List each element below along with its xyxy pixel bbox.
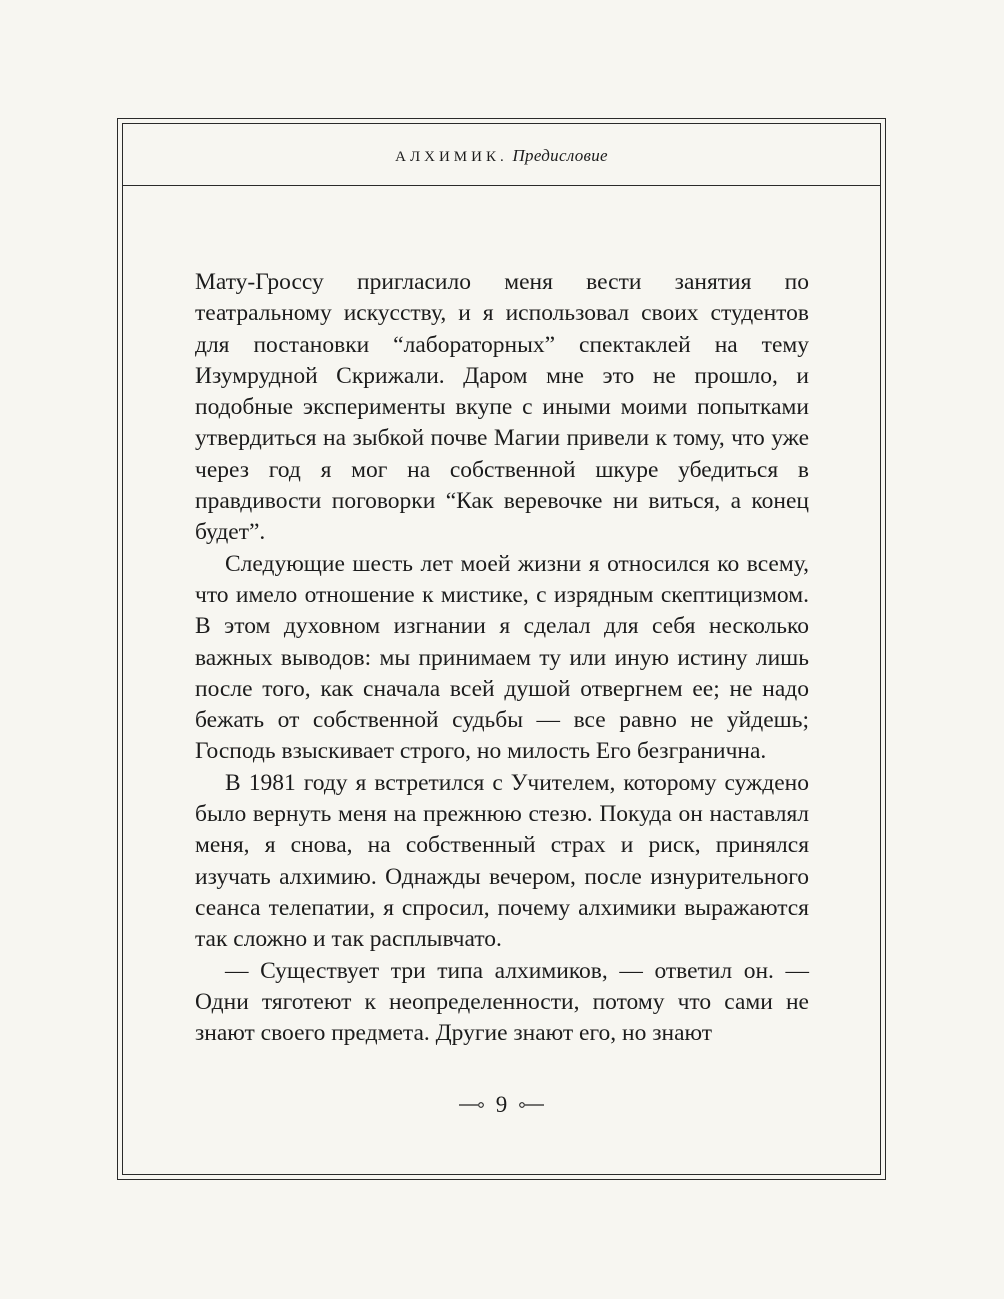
page-number: 9 <box>495 1092 508 1117</box>
running-head <box>122 143 881 170</box>
paragraph-4: — Существует три типа алхимиков, — ответил он. — Одни тяготеют к неопределенности, потому что сами не знают своего предмета. Другие знают его, но знают <box>195 957 809 1047</box>
paragraph-2: Следующие шесть лет моей жизни я относился ко всему, что имело отношение к мистике, с изрядным скептицизмом. В этом духовном изгнании я сделал для себя несколько важных выводов: мы принимаем ту или иную истину лишь после того, как сначала всей душой отвергнем ее; не надо бежать от собственной судьбы — все равно не уйдешь; Господь взыскивает строго, но милость Его безгранична. <box>195 550 809 765</box>
body-text <box>195 267 809 1049</box>
right-ornament-icon <box>517 1100 545 1110</box>
paragraph-3: В 1981 году я встретился с Учителем, которому суждено было вернуть меня на прежнюю стезю. Покуда он наставлял меня, я снова, на собственный страх и риск, принялся изучать алхимию. Однажды вечером, после изнурительного сеанса телепатии, я спросил, почему алхимики выражаются так сложно и так расплывчато. <box>195 769 809 953</box>
section-title: Предисловие <box>512 146 608 165</box>
book-title: АЛХИМИК. <box>395 149 508 165</box>
paragraph-1: Мату-Гроссу пригласило меня вести занятия по театральному искусству, и я использовал своих студентов для постановки “лабораторных” спектаклей на тему Изумрудной Скрижали. Даром мне это не прошло, и подобные эксперименты вкупе с иными моими попытками утвердиться на зыбкой почве Магии привели к тому, что уже через год я мог на собственной шкуре убедиться в правдивости поговорки “Как веревочке ни виться, а конец будет”. <box>195 269 809 546</box>
page-folio <box>122 1090 881 1120</box>
header-rule <box>122 185 881 186</box>
left-ornament-icon <box>458 1100 486 1110</box>
